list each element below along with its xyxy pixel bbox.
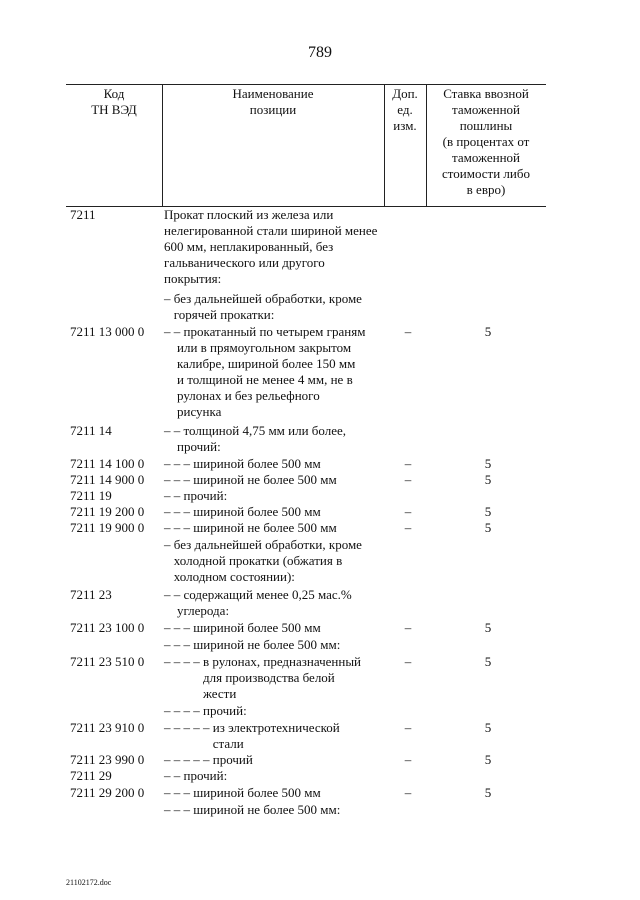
row-name: – – – шириной не более 500 мм: [164, 637, 341, 652]
row-name: – – содержащий менее 0,25 мас.% углерода: [164, 587, 352, 618]
row-code: 7211 23 990 0 [70, 752, 145, 767]
row-unit: – [404, 472, 412, 487]
row-name: – – – шириной более 500 мм [164, 785, 321, 800]
row-code: 7211 [70, 207, 96, 222]
row-rate: 5 [484, 472, 492, 487]
row-name: – – прочий: [164, 488, 228, 503]
row-rate: 5 [484, 520, 492, 535]
row-rate: 5 [484, 785, 492, 800]
row-code: 7211 14 900 0 [70, 472, 145, 487]
row-name: – – – шириной не более 500 мм [164, 472, 337, 487]
row-name: – без дальнейшей обработки, кроме холодной прокатки (обжатия в холодном состоянии): [164, 537, 362, 584]
row-rate: 5 [484, 720, 492, 735]
header-unit: Доп. ед. изм. [392, 86, 418, 133]
footer-filename: 21102172.doc [66, 878, 112, 887]
row-unit: – [404, 620, 412, 635]
row-unit: – [404, 504, 412, 519]
row-unit: – [404, 456, 412, 471]
row-name: – – прокатанный по четырем граням или в прямоугольном закрытом калибре, шириной более 150 мм и толщиной не менее 4 мм, не в рулонах и без рельефного рисунка [164, 324, 366, 419]
header-code: Код ТН ВЭД [91, 86, 137, 117]
row-name: Прокат плоский из железа или нелегированной стали шириной менее 600 мм, неплакированный, без гальванического или другого покрытия: [164, 207, 378, 286]
row-code: 7211 14 100 0 [70, 456, 145, 471]
row-name: – – прочий: [164, 768, 228, 783]
row-code: 7211 29 [70, 768, 112, 783]
row-code: 7211 19 [70, 488, 112, 503]
row-code: 7211 23 100 0 [70, 620, 145, 635]
row-name: – – – шириной не более 500 мм [164, 520, 337, 535]
header-name: Наименование позиции [232, 86, 314, 117]
row-name: – – – – – из электротехнической стали [164, 720, 340, 751]
row-name: – – – шириной более 500 мм [164, 620, 321, 635]
row-rate: 5 [484, 752, 492, 767]
row-rate: 5 [484, 456, 492, 471]
row-code: 7211 19 900 0 [70, 520, 145, 535]
row-name: – – толщиной 4,75 мм или более, прочий: [164, 423, 347, 454]
row-unit: – [404, 752, 412, 767]
row-rate: 5 [484, 324, 492, 339]
page-number: 789 [308, 44, 332, 61]
row-name: – без дальнейшей обработки, кроме горячей прокатки: [164, 291, 362, 322]
row-unit: – [404, 520, 412, 535]
row-rate: 5 [484, 654, 492, 669]
row-name: – – – – в рулонах, предназначенный для производства белой жести [164, 654, 362, 701]
row-name: – – – – – прочий [164, 752, 253, 767]
row-code: 7211 19 200 0 [70, 504, 145, 519]
row-name: – – – шириной не более 500 мм: [164, 802, 341, 817]
row-rate: 5 [484, 504, 492, 519]
table-top-rule [66, 84, 546, 85]
row-code: 7211 29 200 0 [70, 785, 145, 800]
row-rate: 5 [484, 620, 492, 635]
row-unit: – [404, 654, 412, 669]
row-unit: – [404, 720, 412, 735]
row-code: 7211 23 910 0 [70, 720, 145, 735]
row-code: 7211 23 [70, 587, 112, 602]
row-code: 7211 14 [70, 423, 112, 438]
row-unit: – [404, 324, 412, 339]
row-name: – – – шириной более 500 мм [164, 504, 321, 519]
row-name: – – – шириной более 500 мм [164, 456, 321, 471]
row-code: 7211 13 000 0 [70, 324, 145, 339]
row-unit: – [404, 785, 412, 800]
header-rate: Ставка ввозной таможенной пошлины (в процентах от таможенной стоимости либо в евро) [441, 86, 530, 197]
row-code: 7211 23 510 0 [70, 654, 145, 669]
row-name: – – – – прочий: [164, 703, 247, 718]
